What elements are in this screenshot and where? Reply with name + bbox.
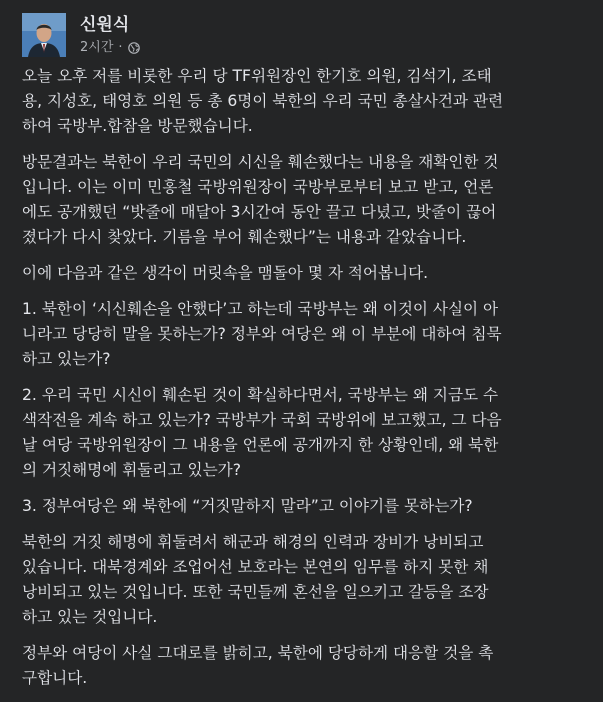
text-line: 하고 있는가?: [22, 350, 111, 368]
post-paragraph: [22, 641, 588, 691]
post-subline: [80, 39, 140, 57]
post-meta: [80, 14, 140, 57]
post-paragraph: [22, 261, 588, 286]
globe-icon[interactable]: [128, 42, 140, 54]
post-timestamp[interactable]: 2시간: [80, 39, 114, 55]
post-paragraph: [22, 383, 588, 483]
text-line: 니라고 당당히 말을 못하는가? 정부와 여당은 왜 이 부분에 대하여 침묵: [22, 325, 502, 343]
text-line: 색작전을 계속 하고 있는가? 국방부가 국회 국방위에 보고했고, 그 다음: [22, 411, 502, 429]
post-paragraph: [22, 150, 588, 250]
text-line: 이에 다음과 같은 생각이 머릿속을 맴돌아 몇 자 적어봅니다.: [22, 264, 429, 282]
text-line: 하고 있는 것입니다.: [22, 608, 158, 626]
text-line: 있습니다. 대북경계와 조업어선 보호라는 본연의 임무를 하지 못한 채: [22, 558, 489, 576]
author-avatar[interactable]: [22, 13, 66, 57]
post-header: [22, 10, 140, 60]
post-body: [22, 64, 588, 702]
text-line: 의 거짓해명에 휘둘리고 있는가?: [22, 461, 241, 479]
text-line: 에도 공개했던 “밧줄에 매달아 3시간여 동안 끌고 다녔고, 밧줄이 끊어: [22, 203, 497, 221]
text-line: 구합니다.: [22, 669, 88, 687]
author-name[interactable]: 신원식: [80, 14, 130, 35]
text-line: 북한의 거짓 해명에 휘둘려서 해군과 해경의 인력과 장비가 낭비되고: [22, 533, 484, 551]
post-paragraph: [22, 297, 588, 372]
post-paragraph: [22, 530, 588, 630]
text-line: 2. 우리 국민 시신이 훼손된 것이 확실하다면서, 국방부는 왜 지금도 수: [22, 386, 499, 404]
text-line: 날 여당 국방위원장이 그 내용을 언론에 공개까지 한 상황인데, 왜 북한: [22, 436, 499, 454]
text-line: 낭비되고 있는 것입니다. 또한 국민들께 혼선을 일으키고 갈등을 조장: [22, 583, 489, 601]
text-line: 오늘 오후 저를 비롯한 우리 당 TF위원장인 한기호 의원, 김석기, 조태: [22, 67, 492, 85]
text-line: 방문결과는 북한이 우리 국민의 시신을 훼손했다는 내용을 재확인한 것: [22, 153, 499, 171]
avatar-portrait-icon: [22, 13, 66, 57]
post-paragraph: [22, 494, 588, 519]
text-line: 졌다가 다시 찾았다. 기름을 부어 훼손했다”는 내용과 같았습니다.: [22, 228, 467, 246]
text-line: 3. 정부여당은 왜 북한에 “거짓말하지 말라”고 이야기를 못하는가?: [22, 497, 473, 515]
text-line: 용, 지성호, 태영호 의원 등 총 6명이 북한의 우리 국민 총살사건과 관련: [22, 92, 504, 110]
post-paragraph: [22, 64, 588, 139]
text-line: 하여 국방부.합참을 방문했습니다.: [22, 117, 253, 135]
text-line: 입니다. 이는 이미 민홍철 국방위원장이 국방부로부터 보고 받고, 언론: [22, 178, 494, 196]
text-line: 1. 북한이 ‘시신훼손을 안했다’고 하는데 국방부는 왜 이것이 사실이 아: [22, 300, 499, 318]
text-line: 정부와 여당이 사실 그대로를 밝히고, 북한에 당당하게 대응할 것을 촉: [22, 644, 494, 662]
separator-dot: ·: [118, 39, 123, 55]
